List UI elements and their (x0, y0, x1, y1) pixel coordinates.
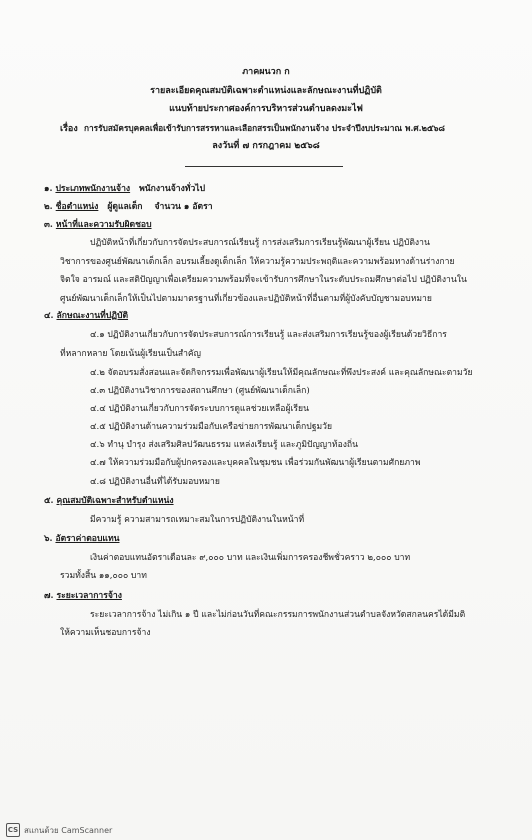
scanner-watermark (6, 823, 112, 837)
section-1-number: ๑. (44, 184, 53, 194)
section-2-number: ๒. (44, 202, 53, 212)
section-1-label: ประเภทพนักงานจ้าง (55, 184, 131, 194)
section-3-line: วิชาการของศูนย์พัฒนาเด็กเล็ก อบรมเลี้ยงดูเด็กเล็ก ให้ความรู้ความประพฤติและความพร้อมทางด้านร่างกาย (60, 257, 455, 267)
section-4-item: ๔.๕ ปฏิบัติงานด้านความร่วมมือกับเครือข่ายการพัฒนาเด็กปฐมวัย (90, 422, 332, 432)
section-4-item: ๔.๑ ปฏิบัติงานเกี่ยวกับการจัดประสบการณ์การเรียนรู้ และส่งเสริมการเรียนรู้ของผู้เรียนด้วยวิธีการ (90, 330, 447, 340)
section-2-value: ผู้ดูแลเด็ก (107, 202, 143, 212)
section-6-line: รวมทั้งสิ้น ๑๑,๐๐๐ บาท (60, 571, 147, 581)
camscanner-logo-icon: CS (6, 823, 20, 837)
header-divider (185, 166, 343, 167)
section-2-label: ชื่อตำแหน่ง (55, 202, 99, 212)
section-4-label: ลักษณะงานที่ปฏิบัติ (56, 311, 129, 321)
section-3-label: หน้าที่และความรับผิดชอบ (55, 220, 152, 230)
section-4-item: ๔.๘ ปฏิบัติงานอื่นที่ได้รับมอบหมาย (90, 477, 220, 487)
section-3-line: จิตใจ อารมณ์ และสติปัญญาเพื่อเตรียมความพร้อมที่จะเข้ารับการศึกษาในระดับประถมศึกษาต่อไป ปฏิบัติงานใน (60, 275, 467, 285)
section-4-heading (44, 310, 128, 322)
section-4-item: ๔.๓ ปฏิบัติงานวิชาการของสถานศึกษา (ศูนย์พัฒนาเด็กเล็ก) (90, 386, 310, 396)
section-4-item: ที่หลากหลาย โดยเน้นผู้เรียนเป็นสำคัญ (60, 349, 201, 359)
section-5-label: คุณสมบัติเฉพาะสำหรับตำแหน่ง (56, 496, 174, 506)
subject-line (60, 122, 445, 135)
section-2-count: จำนวน ๑ อัตรา (154, 202, 213, 212)
section-5-number: ๕. (44, 496, 54, 506)
section-6-label: อัตราค่าตอบแทน (55, 534, 120, 544)
section-7-number: ๗. (44, 591, 54, 601)
section-3-line: ปฏิบัติหน้าที่เกี่ยวกับการจัดประสบการณ์เรียนรู้ การส่งเสริมการเรียนรู้พัฒนาผู้เรียน ปฏิบัติงาน (90, 238, 430, 248)
annex-title: ภาคผนวก ก (242, 67, 290, 77)
section-4-number: ๔. (44, 311, 54, 321)
subject-label: เรื่อง (60, 124, 78, 134)
section-3-number: ๓. (44, 220, 53, 230)
section-4-item: ๔.๖ ทำนุ บำรุง ส่งเสริมศิลปวัฒนธรรม แหล่งเรียนรู้ และภูมิปัญญาท้องถิ่น (90, 440, 359, 450)
section-6-heading (44, 533, 120, 545)
section-4-item: ๔.๗ ให้ความร่วมมือกับผู้ปกครองและบุคคลในชุมชน เพื่อร่วมกันพัฒนาผู้เรียนตามศักยภาพ (90, 458, 421, 468)
section-2 (44, 201, 213, 213)
section-4-item: ๔.๔ ปฏิบัติงานเกี่ยวกับการจัดระบบการดูแลช่วยเหลือผู้เรียน (90, 404, 309, 414)
section-3-heading (44, 219, 152, 231)
section-5-heading (44, 495, 174, 507)
section-3-line: ศูนย์พัฒนาเด็กเล็กให้เป็นไปตามมาตรฐานที่เกี่ยวข้องและปฏิบัติหน้าที่อื่นตามที่ผู้บังคับบัญชามอบหมาย (60, 294, 432, 304)
subject-text: การรับสมัครบุคคลเพื่อเข้ารับการสรรหาและเลือกสรรเป็นพนักงานจ้าง ประจำปีงบประมาณ พ.ศ.๒๕๖๘ (84, 123, 445, 133)
section-7-label: ระยะเวลาการจ้าง (56, 591, 122, 601)
section-1 (44, 183, 205, 195)
watermark-text: สแกนด้วย CamScanner (24, 825, 113, 835)
section-6-number: ๖. (44, 534, 53, 544)
section-4-item: ๔.๒ จัดอบรมสั่งสอนและจัดกิจกรรมเพื่อพัฒนาผู้เรียนให้มีคุณลักษณะที่พึงประสงค์ และคุณลักษณะตามวัย (90, 368, 473, 378)
header-date: ลงวันที่ ๗ กรกฎาคม ๒๕๖๘ (212, 141, 320, 151)
section-7-heading (44, 590, 122, 602)
section-1-value: พนักงานจ้างทั่วไป (139, 184, 206, 194)
header-line-2: แนบท้ายประกาศองค์การบริหารส่วนตำบลดงมะไฟ (169, 104, 363, 114)
header-line-1: รายละเอียดคุณสมบัติเฉพาะตำแหน่งและลักษณะงานที่ปฏิบัติ (150, 86, 382, 96)
section-5-text: มีความรู้ ความสามารถเหมาะสมในการปฏิบัติงานในหน้าที่ (90, 515, 305, 525)
section-7-line: ให้ความเห็นชอบการจ้าง (60, 628, 151, 638)
section-6-line: เงินค่าตอบแทนอัตราเดือนละ ๙,๐๐๐ บาท และเงินเพิ่มการครองชีพชั่วคราว ๒,๐๐๐ บาท (90, 553, 411, 563)
section-7-line: ระยะเวลาการจ้าง ไม่เกิน ๑ ปี และไม่ก่อนวันที่คณะกรรมการพนักงานส่วนตำบลจังหวัดสกลนครได้มีมติ (90, 610, 466, 620)
